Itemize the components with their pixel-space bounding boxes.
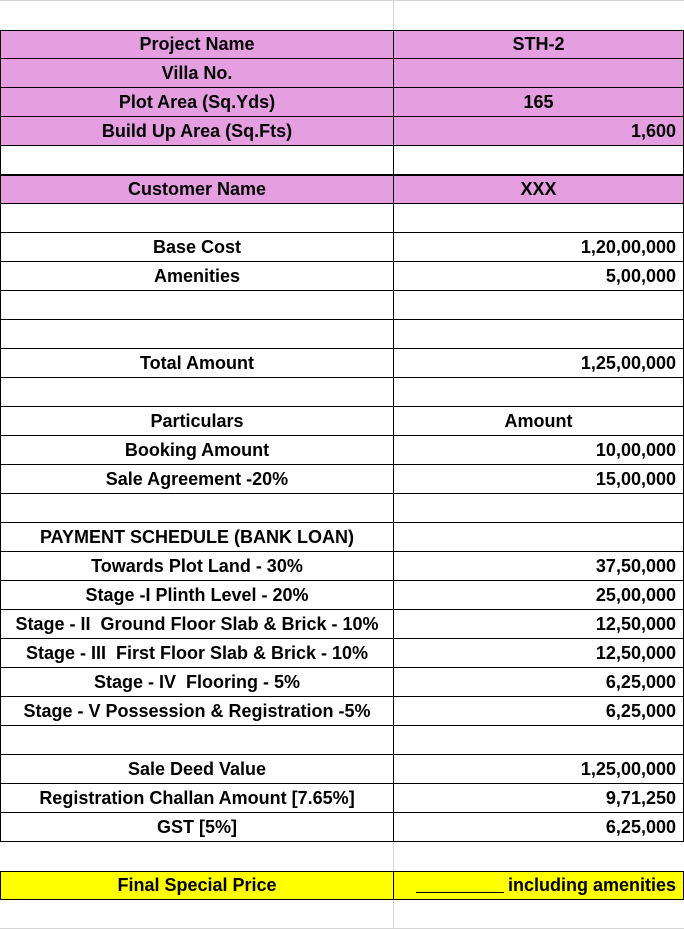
row-blank xyxy=(0,320,684,349)
plot-land-value[interactable]: 37,50,000 xyxy=(393,552,684,581)
row-blank xyxy=(0,146,684,175)
plot-area-label: Plot Area (Sq.Yds) xyxy=(0,88,393,117)
row-stage-2 xyxy=(0,610,684,639)
row-total-amount xyxy=(0,349,684,378)
row-plot-land xyxy=(0,552,684,581)
amount-header: Amount xyxy=(393,407,684,436)
row-blank xyxy=(0,842,684,871)
villa-no-label: Villa No. xyxy=(0,59,393,88)
blank-cell[interactable] xyxy=(0,494,393,523)
blank-cell[interactable] xyxy=(393,494,684,523)
row-blank xyxy=(0,204,684,233)
base-cost-value[interactable]: 1,20,00,000 xyxy=(393,233,684,262)
amenities-value[interactable]: 5,00,000 xyxy=(393,262,684,291)
registration-challan-label: Registration Challan Amount [7.65%] xyxy=(0,784,393,813)
customer-name-label: Customer Name xyxy=(0,175,393,204)
final-special-price-value[interactable] xyxy=(393,871,684,900)
payment-schedule-heading: PAYMENT SCHEDULE (BANK LOAN) xyxy=(0,523,393,552)
row-payment-schedule-heading xyxy=(0,523,684,552)
row-booking-amount xyxy=(0,436,684,465)
row-stage-5 xyxy=(0,697,684,726)
including-amenities-text: including amenities xyxy=(507,875,676,895)
blank-cell[interactable] xyxy=(393,523,684,552)
project-name-label: Project Name xyxy=(0,30,393,59)
stage-5-value[interactable]: 6,25,000 xyxy=(393,697,684,726)
row-gst xyxy=(0,813,684,842)
row-amenities xyxy=(0,262,684,291)
stage-5-label: Stage - V Possession & Registration -5% xyxy=(0,697,393,726)
final-special-price-label: Final Special Price xyxy=(0,871,393,900)
blank-cell[interactable] xyxy=(0,378,393,407)
row-particulars-header xyxy=(0,407,684,436)
row-final-special-price xyxy=(0,871,684,900)
blank-cell[interactable] xyxy=(393,378,684,407)
row-customer-name xyxy=(0,175,684,204)
total-amount-value[interactable]: 1,25,00,000 xyxy=(393,349,684,378)
sale-deed-value[interactable]: 1,25,00,000 xyxy=(393,755,684,784)
row-blank xyxy=(0,494,684,523)
blank-cell[interactable] xyxy=(393,146,684,175)
stage-1-value[interactable]: 25,00,000 xyxy=(393,581,684,610)
project-name-value[interactable]: STH-2 xyxy=(393,30,684,59)
amenities-label: Amenities xyxy=(0,262,393,291)
row-base-cost xyxy=(0,233,684,262)
booking-amount-label: Booking Amount xyxy=(0,436,393,465)
blank-cell[interactable] xyxy=(0,842,393,871)
blank-cell[interactable] xyxy=(0,320,393,349)
villa-no-value[interactable] xyxy=(393,59,684,88)
row-stage-3 xyxy=(0,639,684,668)
sale-agreement-value[interactable]: 15,00,000 xyxy=(393,465,684,494)
build-up-area-label: Build Up Area (Sq.Fts) xyxy=(0,117,393,146)
row-project-name xyxy=(0,30,684,59)
blank-cell[interactable] xyxy=(393,842,684,871)
blank-cell[interactable] xyxy=(393,726,684,755)
gst-value[interactable]: 6,25,000 xyxy=(393,813,684,842)
sale-deed-value-label: Sale Deed Value xyxy=(0,755,393,784)
blank-cell[interactable] xyxy=(393,320,684,349)
row-sale-agreement xyxy=(0,465,684,494)
stage-3-value[interactable]: 12,50,000 xyxy=(393,639,684,668)
row-stage-1 xyxy=(0,581,684,610)
particulars-header: Particulars xyxy=(0,407,393,436)
blank-fill-in-line xyxy=(416,878,504,893)
booking-amount-value[interactable]: 10,00,000 xyxy=(393,436,684,465)
grid-row-line xyxy=(0,0,684,1)
row-sale-deed-value xyxy=(0,755,684,784)
blank-cell[interactable] xyxy=(393,291,684,320)
row-blank xyxy=(0,726,684,755)
row-build-up-area xyxy=(0,117,684,146)
row-registration-challan xyxy=(0,784,684,813)
blank-cell[interactable] xyxy=(0,726,393,755)
total-amount-label: Total Amount xyxy=(0,349,393,378)
stage-4-value[interactable]: 6,25,000 xyxy=(393,668,684,697)
blank-cell[interactable] xyxy=(0,146,393,175)
stage-4-label: Stage - IV Flooring - 5% xyxy=(0,668,393,697)
blank-cell[interactable] xyxy=(0,291,393,320)
build-up-area-value[interactable]: 1,600 xyxy=(393,117,684,146)
plot-area-value[interactable]: 165 xyxy=(393,88,684,117)
stage-2-label: Stage - II Ground Floor Slab & Brick - 10% xyxy=(0,610,393,639)
blank-cell[interactable] xyxy=(0,204,393,233)
customer-name-value[interactable]: XXX xyxy=(393,175,684,204)
stage-2-value[interactable]: 12,50,000 xyxy=(393,610,684,639)
row-stage-4 xyxy=(0,668,684,697)
stage-3-label: Stage - III First Floor Slab & Brick - 10% xyxy=(0,639,393,668)
row-villa-no xyxy=(0,59,684,88)
plot-land-label: Towards Plot Land - 30% xyxy=(0,552,393,581)
gst-label: GST [5%] xyxy=(0,813,393,842)
row-plot-area xyxy=(0,88,684,117)
row-blank xyxy=(0,291,684,320)
sale-agreement-label: Sale Agreement -20% xyxy=(0,465,393,494)
base-cost-label: Base Cost xyxy=(0,233,393,262)
blank-cell[interactable] xyxy=(393,204,684,233)
registration-challan-value[interactable]: 9,71,250 xyxy=(393,784,684,813)
stage-1-label: Stage -I Plinth Level - 20% xyxy=(0,581,393,610)
row-blank xyxy=(0,378,684,407)
